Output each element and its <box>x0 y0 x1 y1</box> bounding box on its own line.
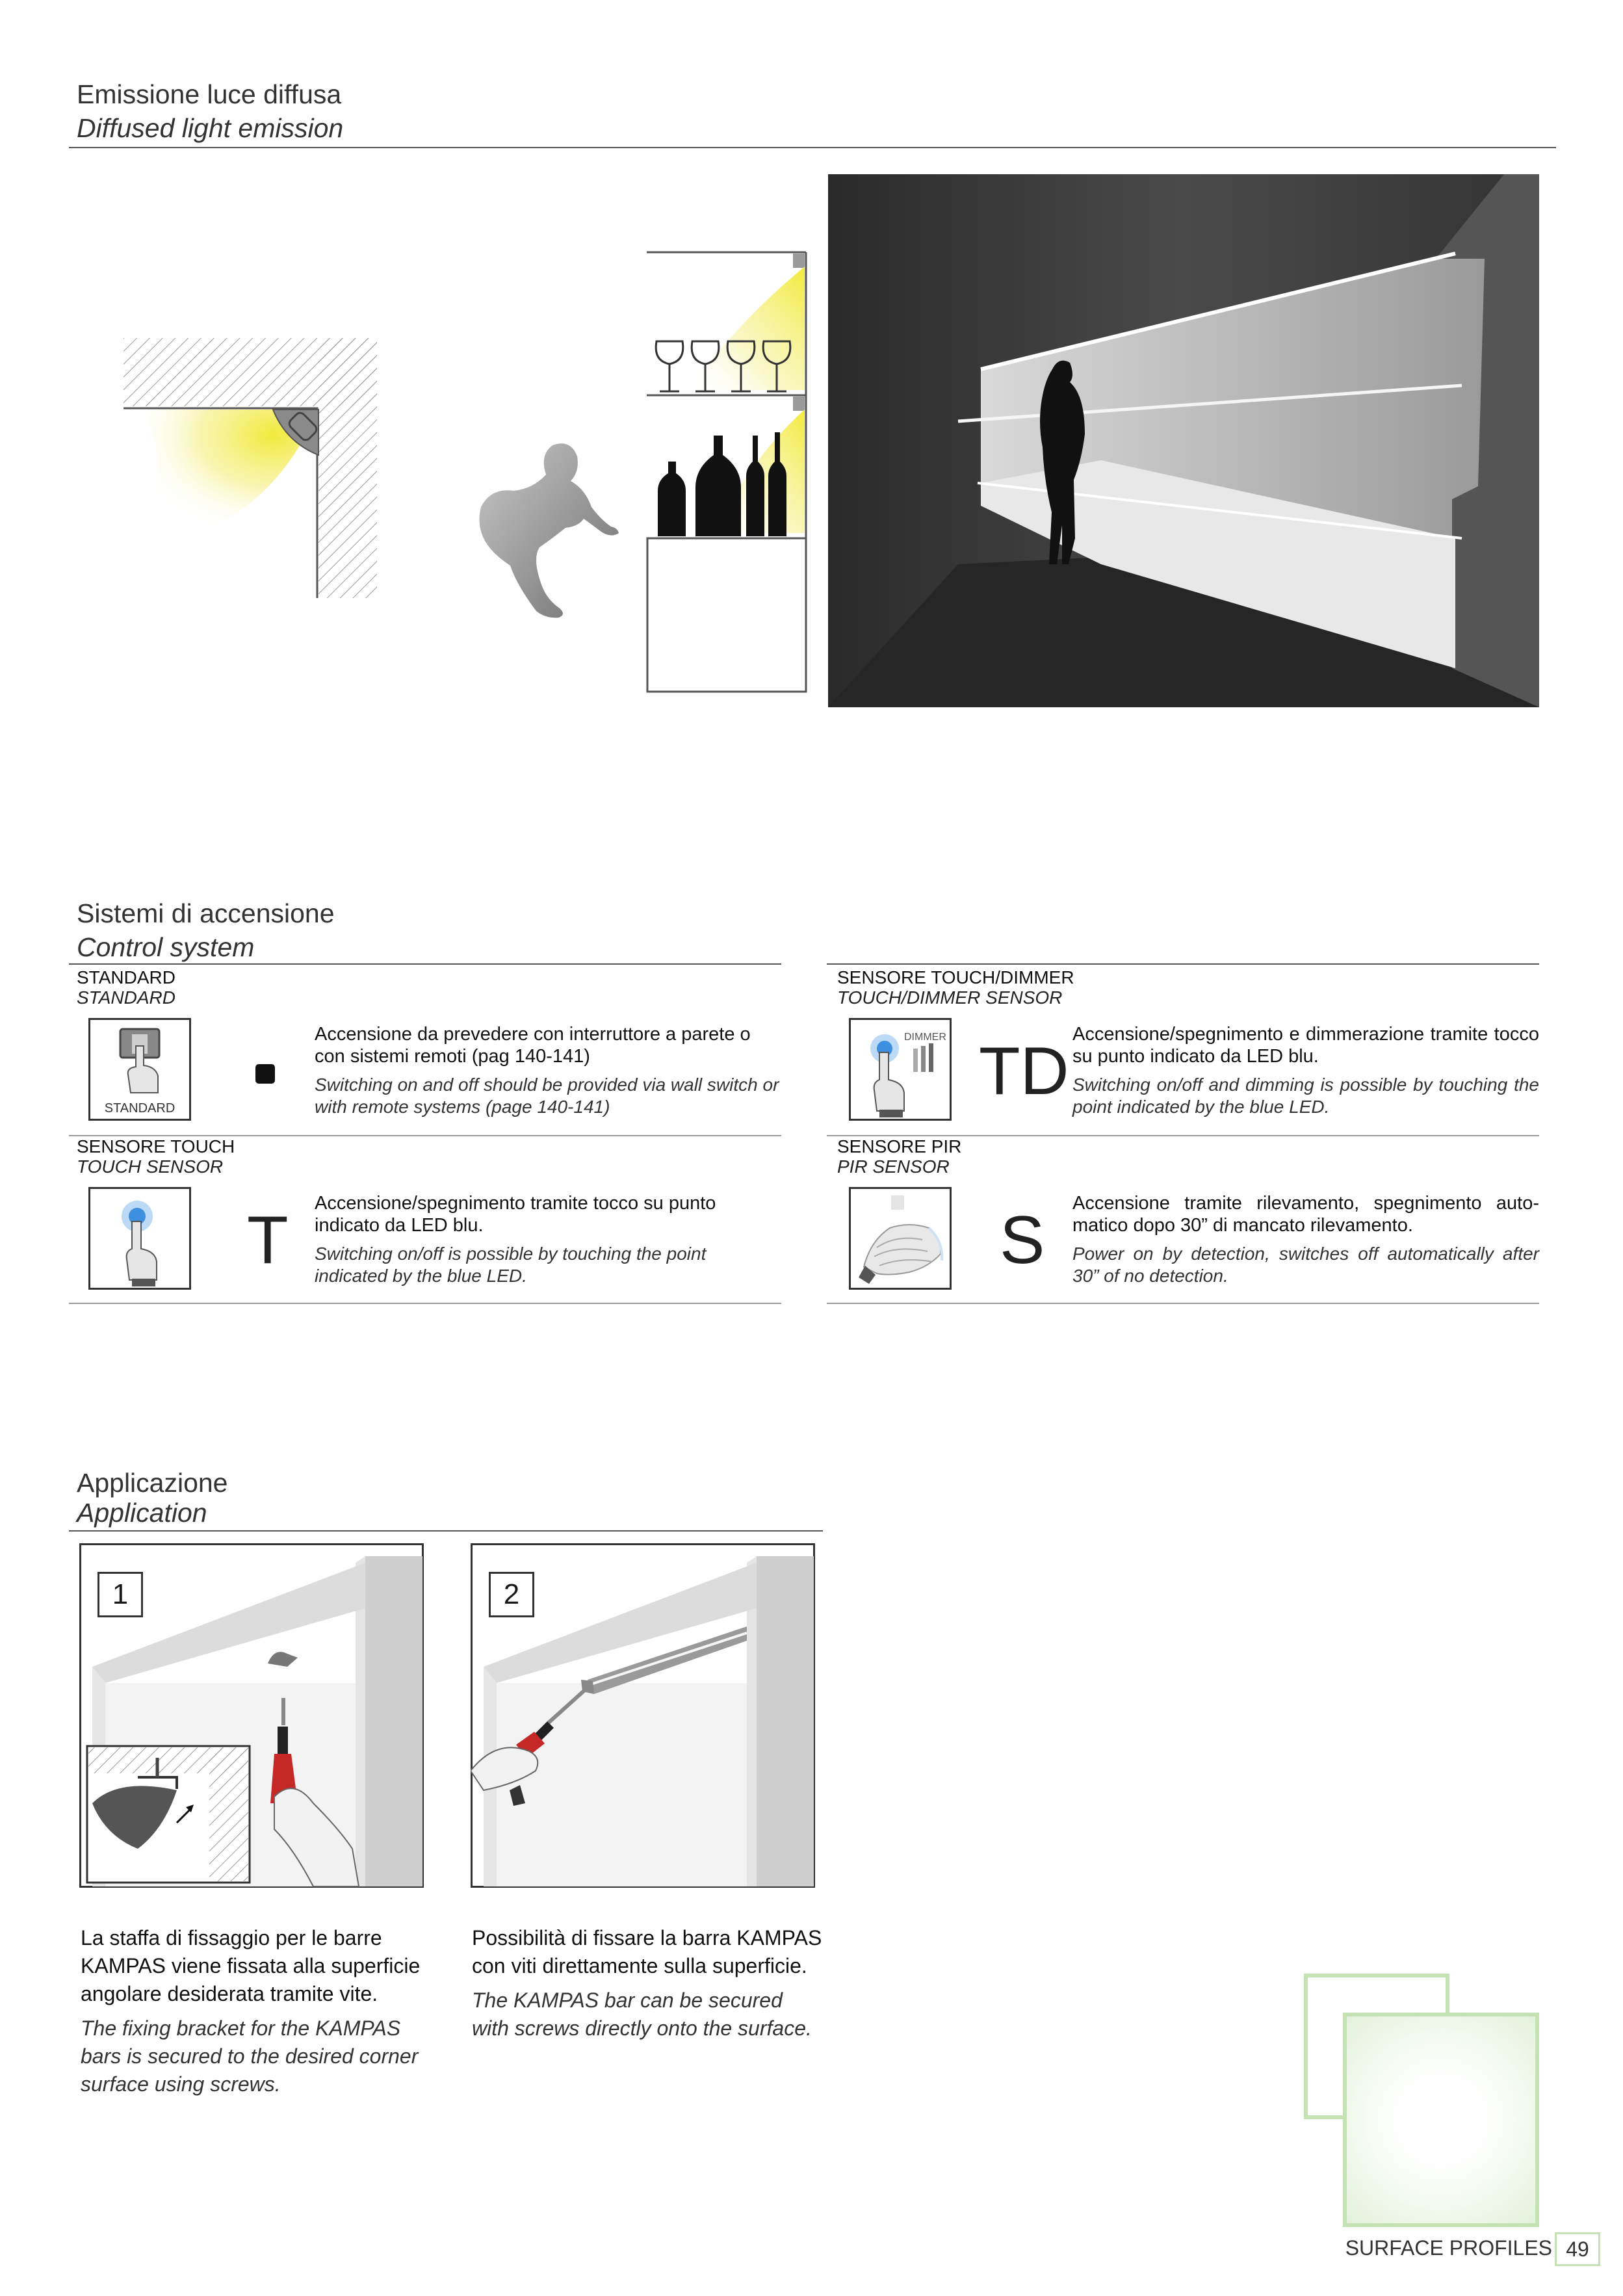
desc-it: Accensione da prevedere con interruttore a parete o con sistemi remoti (pag 140-141) <box>315 1024 751 1067</box>
step-2-number: 2 <box>489 1572 534 1617</box>
section-title-it: Emissione luce diffusa <box>77 79 342 109</box>
divider <box>69 1303 781 1304</box>
control-rule-left <box>69 963 781 965</box>
standard-icon-label: STANDARD <box>104 1101 175 1115</box>
application-title-it: Applicazione <box>77 1468 228 1498</box>
step-2-text <box>472 1924 823 2042</box>
control-title-it: Sistemi di accensione <box>77 898 335 928</box>
control-rule-right <box>827 963 1539 965</box>
item-name-it: SENSORE TOUCH/DIMMER <box>837 967 1074 987</box>
touch-symbol: T <box>247 1203 289 1278</box>
header-rule <box>69 147 1556 148</box>
item-name-en: TOUCH/DIMMER SENSOR <box>837 987 1063 1008</box>
desc-it: Accensione tramite rilevamento, spegnimento auto-matico dopo 30” di mancato rilevamento. <box>1072 1193 1539 1236</box>
item-name-en: TOUCH SENSOR <box>77 1156 224 1177</box>
page-number: 49 <box>1555 2232 1600 2266</box>
item-name-en: STANDARD <box>77 987 175 1008</box>
item-name-it: SENSORE TOUCH <box>77 1136 235 1156</box>
standard-description <box>315 1023 781 1118</box>
section-title-en: Diffused light emission <box>77 113 344 143</box>
footer-section-label: SURFACE PROFILES <box>1345 2236 1552 2260</box>
touch-description <box>315 1192 781 1287</box>
desc-en: Switching on and off should be provided via wall switch or with remote systems (page 140-141) <box>315 1075 779 1117</box>
step-text-en: The KAMPAS bar can be secured with screws directly onto the surface. <box>472 1989 812 2040</box>
desc-en: Switching on/off and dimming is possible by touching the point indicated by the blue LED. <box>1072 1075 1539 1117</box>
standard-switch-icon <box>88 1018 191 1121</box>
touch-sensor-icon <box>88 1187 191 1290</box>
standard-symbol-icon <box>255 1064 275 1084</box>
control-item-standard <box>77 967 175 1008</box>
application-rule <box>69 1530 823 1532</box>
desc-it: Accensione/spegnimento tramite tocco su punto indicato da LED blu. <box>315 1193 716 1236</box>
dimmer-icon-label: DIMMER <box>904 1032 946 1043</box>
desc-en: Switching on/off is possible by touching the point indicated by the blue LED. <box>315 1244 707 1286</box>
divider <box>827 1303 1539 1304</box>
control-item-touch-dimmer <box>837 967 1074 1008</box>
desc-en: Power on by detection, switches off automatically after 30” of no detection. <box>1072 1244 1539 1286</box>
step-text-it: La staffa di fissaggio per le barre KAMPAS viene fissata alla superficie angolare desiderata tramite vite. <box>81 1926 421 2005</box>
corner-profile-diagram <box>123 338 396 598</box>
touch-dimmer-sensor-icon <box>849 1018 952 1121</box>
step-1-number: 1 <box>97 1572 143 1617</box>
step-1-text <box>81 1924 432 2098</box>
touch-dimmer-symbol: TD <box>979 1034 1069 1109</box>
item-name-it: SENSORE PIR <box>837 1136 962 1156</box>
installation-photo <box>828 174 1539 707</box>
wine-shelf-illustration <box>455 247 819 696</box>
item-name-en: PIR SENSOR <box>837 1156 950 1177</box>
desc-it: Accensione/spegnimento e dimmerazione tramite tocco su punto indicato da LED blu. <box>1072 1024 1539 1067</box>
control-item-pir <box>837 1136 961 1177</box>
step-text-it: Possibilità di fissare la barra KAMPAS con viti direttamente sulla superficie. <box>472 1926 822 1977</box>
step-text-en: The fixing bracket for the KAMPAS bars is secured to the desired corner surface using screws. <box>81 2016 419 2096</box>
pir-symbol: S <box>1000 1203 1045 1278</box>
touch-dimmer-description <box>1072 1023 1539 1118</box>
decor-square-glow <box>1343 2013 1539 2227</box>
pir-description <box>1072 1192 1539 1287</box>
control-title-en: Control system <box>77 932 255 962</box>
pir-sensor-icon <box>849 1187 952 1290</box>
control-item-touch <box>77 1136 235 1177</box>
application-title-en: Application <box>77 1498 207 1528</box>
item-name-it: STANDARD <box>77 967 175 987</box>
